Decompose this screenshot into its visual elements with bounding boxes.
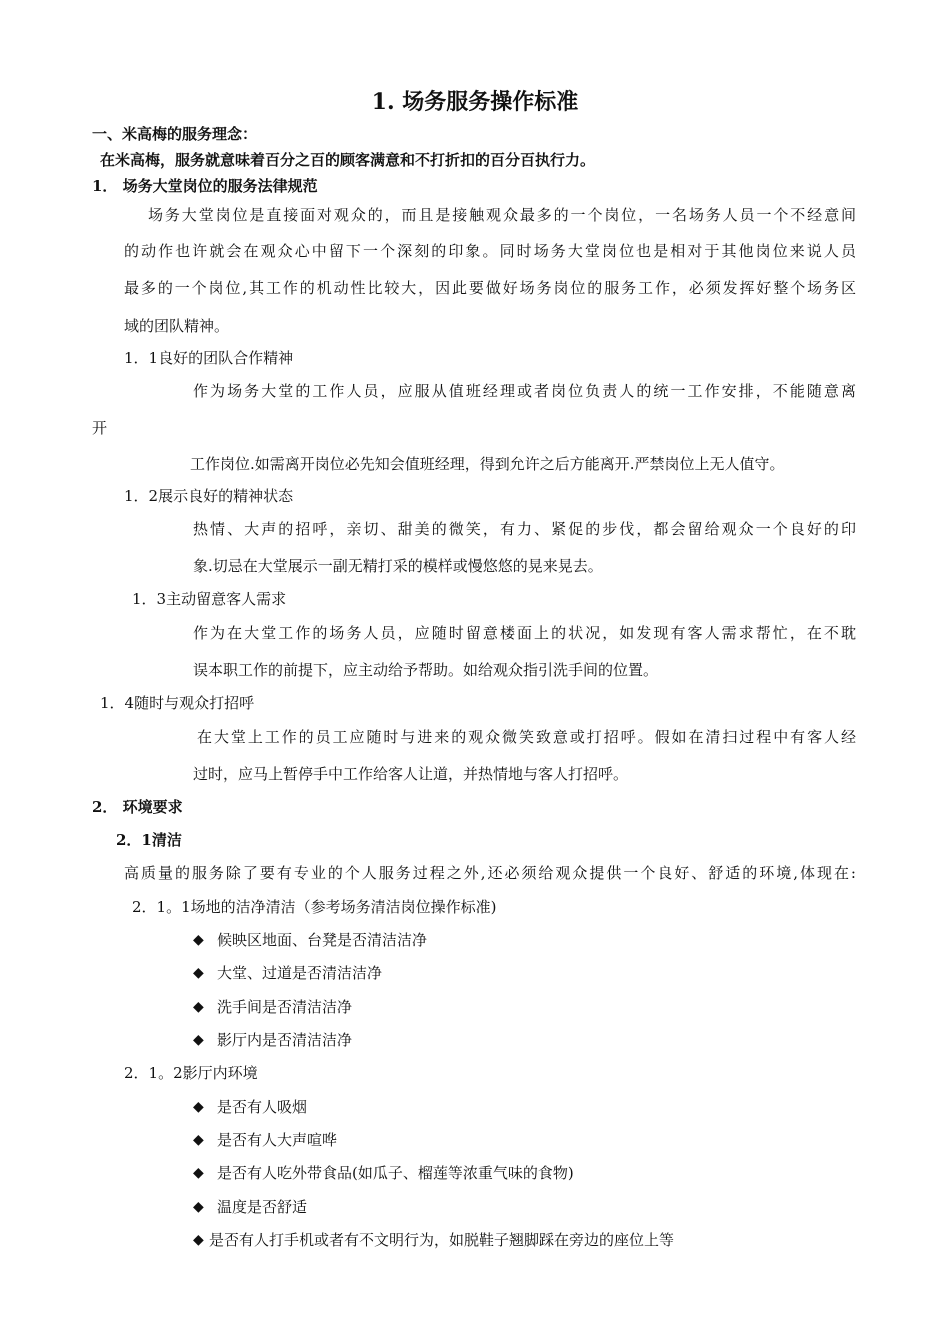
service-motto: 在米高梅，服务就意味着百分之百的顾客满意和不打折扣的百分百执行力。 xyxy=(100,151,596,169)
section-heading-lobby: 1． 场务大堂岗位的服务法律规范 xyxy=(92,177,318,195)
paragraph-line: 最多的一个岗位,其工作的机动性比较大，因此要做好场务岗位的服务工作，必须发挥好整个场务区 xyxy=(124,279,856,297)
subsection-heading: 1．1良好的团队合作精神 xyxy=(124,349,294,367)
paragraph-line: 过时，应马上暂停手中工作给客人让道，并热情地与客人打招呼。 xyxy=(193,765,629,783)
section-heading-philosophy: 一、米高梅的服务理念： xyxy=(92,125,258,143)
item-heading: 2．1。1场地的洁净清洁（参考场务清洁岗位操作标准) xyxy=(132,898,497,916)
section-heading-environment: 2． 环境要求 xyxy=(92,798,183,816)
list-item-text: 影厅内是否清洁洁净 xyxy=(217,1031,353,1049)
paragraph-line: 场务大堂岗位是直接面对观众的，而且是接触观众最多的一个岗位，一名场务人员一个不经意间 xyxy=(148,206,856,224)
paragraph-line: 热情、大声的招呼，亲切、甜美的微笑，有力、紧促的步伐，都会留给观众一个良好的印 xyxy=(193,520,856,538)
paragraph-line: 域的团队精神。 xyxy=(124,317,230,335)
paragraph-line: 工作岗位.如需离开岗位必先知会值班经理，得到允许之后方能离开.严禁岗位上无人值守。 xyxy=(190,455,785,473)
paragraph-line: 误本职工作的前提下，应主动给予帮助。如给观众指引洗手间的位置。 xyxy=(193,661,659,679)
subsection-heading: 2．1清洁 xyxy=(116,831,182,849)
list-item-text: 温度是否舒适 xyxy=(217,1198,308,1216)
list-item-text: 是否有人吃外带食品(如瓜子、榴莲等浓重气味的食物) xyxy=(217,1164,574,1182)
list-item-text: 是否有人大声喧哗 xyxy=(217,1131,338,1149)
diamond-bullet-icon: ◆ xyxy=(193,1099,204,1115)
diamond-bullet-icon: ◆ xyxy=(193,1199,204,1215)
paragraph-line: 作为场务大堂的工作人员，应服从值班经理或者岗位负责人的统一工作安排，不能随意离 xyxy=(193,382,856,400)
list-item-text: 候映区地面、台凳是否清洁洁净 xyxy=(217,931,428,949)
paragraph-line: 高质量的服务除了要有专业的个人服务过程之外,还必须给观众提供一个良好、舒适的环境,体现在: xyxy=(124,864,856,882)
list-item-text: 是否有人打手机或者有不文明行为，如脱鞋子翘脚踩在旁边的座位上等 xyxy=(209,1231,675,1249)
diamond-bullet-icon: ◆ xyxy=(193,1032,204,1048)
diamond-bullet-icon: ◆ xyxy=(193,999,204,1015)
diamond-bullet-icon: ◆ xyxy=(193,1165,204,1181)
list-item-text: 洗手间是否清洁洁净 xyxy=(217,998,353,1016)
paragraph-line: 作为在大堂工作的场务人员，应随时留意楼面上的状况，如发现有客人需求帮忙，在不耽 xyxy=(193,624,856,642)
subsection-heading: 1．4随时与观众打招呼 xyxy=(100,694,255,712)
subsection-heading: 1．2展示良好的精神状态 xyxy=(124,487,294,505)
paragraph-line: 的动作也许就会在观众心中留下一个深刻的印象。同时场务大堂岗位也是相对于其他岗位来说人员 xyxy=(124,242,856,260)
item-heading: 2．1。2影厅内环境 xyxy=(124,1064,258,1082)
subsection-heading: 1．3主动留意客人需求 xyxy=(132,590,287,608)
paragraph-line: 开 xyxy=(92,419,108,437)
page-title: 1. 场务服务操作标准 xyxy=(371,89,579,115)
list-item-text: 大堂、过道是否清洁洁净 xyxy=(217,964,383,982)
diamond-bullet-icon: ◆ xyxy=(193,1132,204,1148)
list-item-text: 是否有人吸烟 xyxy=(217,1098,308,1116)
diamond-bullet-icon: ◆ xyxy=(193,965,204,981)
diamond-bullet-icon: ◆ xyxy=(193,1232,204,1248)
paragraph-line: 在大堂上工作的员工应随时与进来的观众微笑致意或打招呼。假如在清扫过程中有客人经 xyxy=(197,728,856,746)
paragraph-line: 象.切忌在大堂展示一副无精打采的模样或慢悠悠的晃来晃去。 xyxy=(193,557,603,575)
diamond-bullet-icon: ◆ xyxy=(193,932,204,948)
